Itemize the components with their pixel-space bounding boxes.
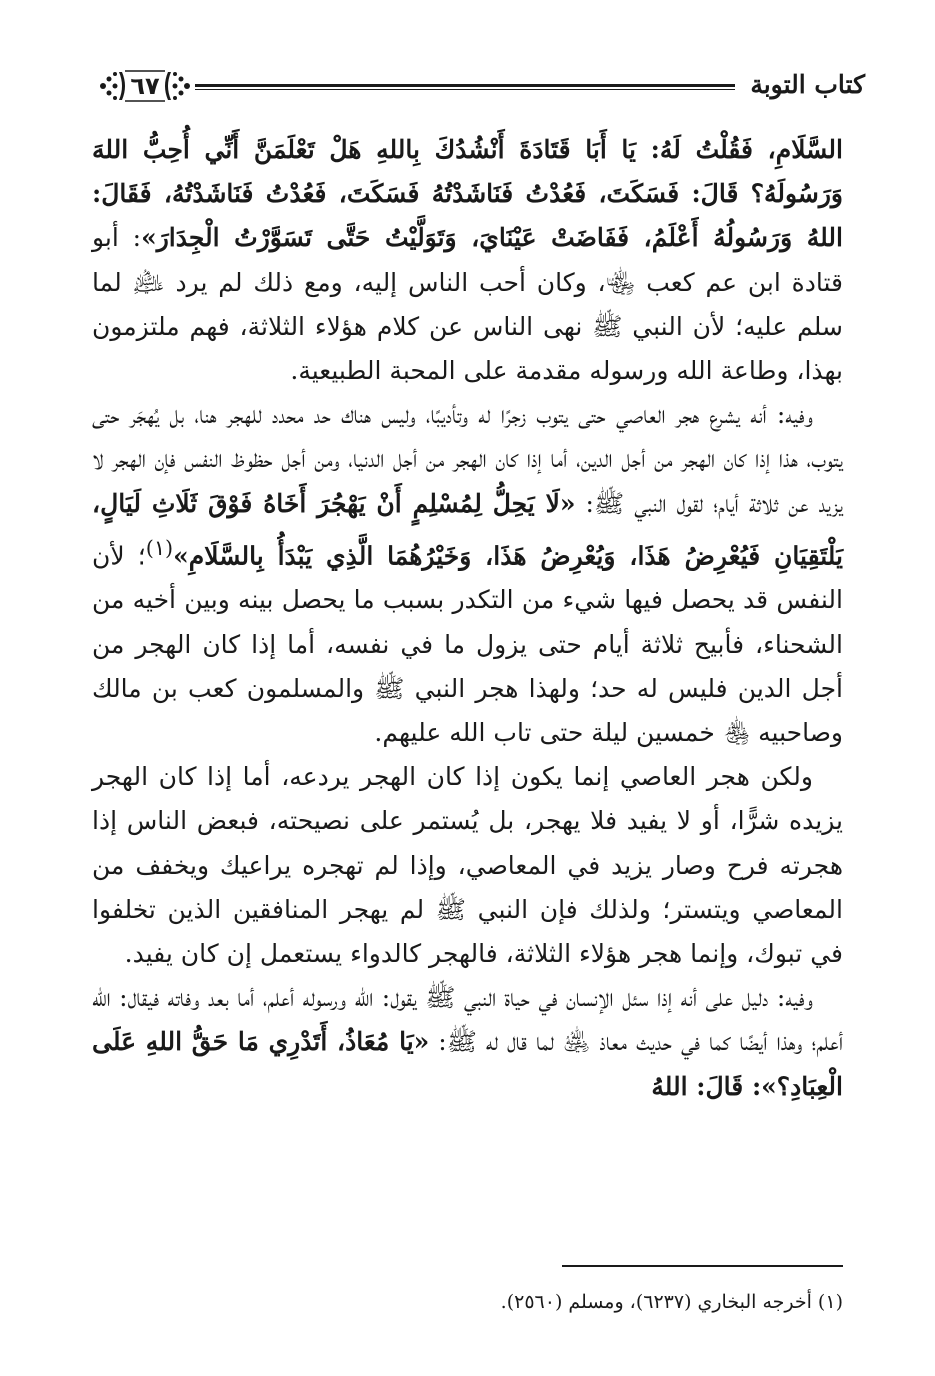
footnote-reference: (١)	[145, 535, 174, 560]
commentary-text: : أبو قتادة ابن عم كعب ﵄، وكان أحب الناس إليه، ومع ذلك لم يرد ﵇ لما سلم عليه؛ لأن النبي ﷺ نهى الناس عن كلام هؤلاء الثلاثة، فهم ملتزمون بهذا، وطاعة الله ورسوله مقدمة على المحبة الطبيعية.	[92, 223, 843, 386]
page-number: ٦٧	[130, 72, 160, 100]
commentary-text: ؛ لأن النفس قد يحصل فيها شيء من التكدر بسبب ما يحصل بينه وبين أخيه من الشحناء، فأبيح ثلاثة أيام حتى يزول ما في نفسه، أما إذا كان الهجر من أجل الدين فليس له حد؛ ولهذا هجر النبي ﷺ والمسلمون كعب بن مالك وصاحبيه ﵃ خمسين ليلة حتى تاب الله عليهم.	[92, 541, 843, 747]
hadith-quote: «يَا مُعَاذُ، أَتَدْرِي مَا حَقُّ اللهِ عَلَى الْعِبَادِ؟»: قَالَ: اللهُ	[92, 1027, 843, 1101]
running-title: كتاب التوبة	[750, 70, 865, 99]
commentary-text: وفيه: أنه يشرع هجر العاصي حتى يتوب زجرًا له وتأديبًا، وليس هناك حد محدد للهجر هنا، بل يُهجَر حتى يتوب، هذا إذا كان الهجر من أجل الدين، أما إذا كان الهجر من أجل الدنيا، ومن أجل حظوظ النفس فإن الهجر لا يزيد عن ثلاثة أيام؛ لقول النبي ﷺ:	[92, 400, 843, 518]
footnote-separator	[562, 1265, 843, 1267]
footnote: (١) أخرجه البخاري (٦٢٣٧)، ومسلم (٢٥٦٠).	[500, 1291, 843, 1313]
commentary-text: وفيه: دليل على أنه إذا سئل الإنسان في حياة النبي ﷺ يقول: الله ورسوله أعلم، أما بعد وفاته فيقال: الله أعلم؛ وهذا أيضًا كما في حديث معاذ ﵁ لما قال له ﷺ:	[92, 983, 843, 1057]
paragraph	[92, 393, 843, 755]
paragraph	[92, 128, 843, 393]
hadith-quote: السَّلَامِ، فَقُلْتُ لَهُ: يَا أَبَا قَتَادَةَ أَنْشُدُكَ بِاللهِ هَلْ تَعْلَمَنَّ أَنِّي أُحِبُّ اللهَ وَرَسُولَهُ؟ قَالَ: فَسَكَتَ، فَعُدْتُ فَنَاشَدْتُهُ فَسَكَتَ، فَعُدْتُ فَنَاشَدْتُهُ، فَقَالَ: اللهُ وَرَسُولُهُ أَعْلَمُ، فَفَاضَتْ عَيْنَايَ، وَتَوَلَّيْتُ حَتَّى تَسَوَّرْتُ الْجِدَارَ»	[92, 135, 843, 253]
main-text	[92, 128, 843, 1109]
hadith-quote: «لَا يَحِلُّ لِمُسْلِمٍ أَنْ يَهْجُرَ أَخَاهُ فَوْقَ ثَلَاثِ لَيَالٍ، يَلْتَقِيَانِ فَيُعْرِضُ هَذَا، وَيُعْرِضُ هَذَا، وَخَيْرُهُمَا الَّذِي يَبْدَأُ بِالسَّلَامِ»	[92, 488, 844, 571]
paragraph	[92, 976, 843, 1109]
page-header	[95, 66, 865, 114]
header-rule	[195, 84, 735, 90]
page-number-ornament	[95, 66, 195, 106]
paragraph: ولكن هجر العاصي إنما يكون إذا كان الهجر يردعه، أما إذا كان الهجر يزيده شرًّا، أو لا يفيد فلا يهجر، بل يُستمر على نصيحته، فبعض الناس إذا هجرته فرح وصار يزيد في المعاصي، وإذا لم تهجره يراعيك ويخفف من المعاصي ويتستر؛ ولذلك فإن النبي ﷺ لم يهجر المنافقين الذين تخلفوا في تبوك، وإنما هجر هؤلاء الثلاثة، فالهجر كالدواء يستعمل إن كان يفيد.	[92, 762, 843, 968]
